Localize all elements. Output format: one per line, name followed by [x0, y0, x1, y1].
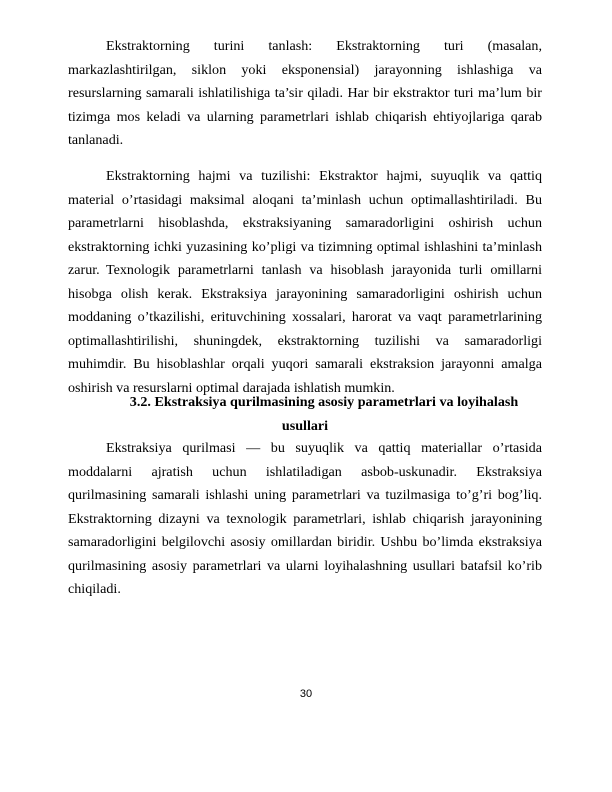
paragraph-extractor-volume: Ekstraktorning hajmi va tuzilishi: Ekstraktor hajmi, suyuqlik va qattiq material o’rtasidagi maksimal aloqani ta’minlash uchun optimallashtiriladi. Bu parametrlarni hisoblashda, ekstraksiyaning samaradorligini oshirish uchun ekstraktorning ichki yuzasining ko’pligi va tizimning optimal ishlashini ta’minlash zarur.: [68, 168, 542, 278]
paragraph-parameter-selection: Texnologik parametrlarni tanlash va hisoblash jarayonida turli omillarni hisobga olish kerak. Ekstraksiya jarayonining samaradorligini oshirish uchun moddaning o’tkazilishi, erituvchining xossalari, harorat va vaqt parametrlarining optimallashtirilishi, shuningdek, ekstraktorning tuzilishi va samaradorligi muhimdir. Bu hisoblashlar orqali yuqori samarali ekstraksion jarayonni amalga oshirish va resurslarni optimal darajada ishlatish mumkin.: [68, 262, 542, 396]
section-heading: [68, 391, 542, 438]
paragraph-extraction-device: Ekstraksiya qurilmasi — bu suyuqlik va qattiq materiallar o’rtasida moddalarni ajratish uchun ishlatiladigan asbob-uskunadir. Ekstraksiya qurilmasining samarali ishlashi uning parametrlari va tuzilmasiga to’g’ri bog’liq. Ekstraktorning dizayni va texnologik parametrlari, ishlab chiqarish jarayonining samaradorligini belgilovchi asosiy omillardan biridir. Ushbu bo’limda ekstraksiya qurilmasining asosiy parametrlari va ularni loyihalashning usullari batafsil ko’rib chiqiladi.: [68, 440, 542, 597]
section-heading-line1: 3.2. Ekstraksiya qurilmasining asosiy parametrlari va loyihalash: [129, 394, 519, 410]
paragraph-extractor-type: Ekstraktorning turini tanlash: Ekstraktorning turi (masalan, markazlashtirilgan, siklon yoki eksponensial) jarayonning ishlashiga va resurslarning samarali ishlatilishiga ta’sir qiladi. Har bir ekstraktor turi ma’lum bir tizimga mos keladi va ularning parametrlari ishlab chiqarish ehtiyojlariga qarab tanlanadi.: [68, 38, 542, 148]
section-heading-line2: usullari: [281, 417, 329, 434]
page-number: 30: [299, 688, 313, 700]
